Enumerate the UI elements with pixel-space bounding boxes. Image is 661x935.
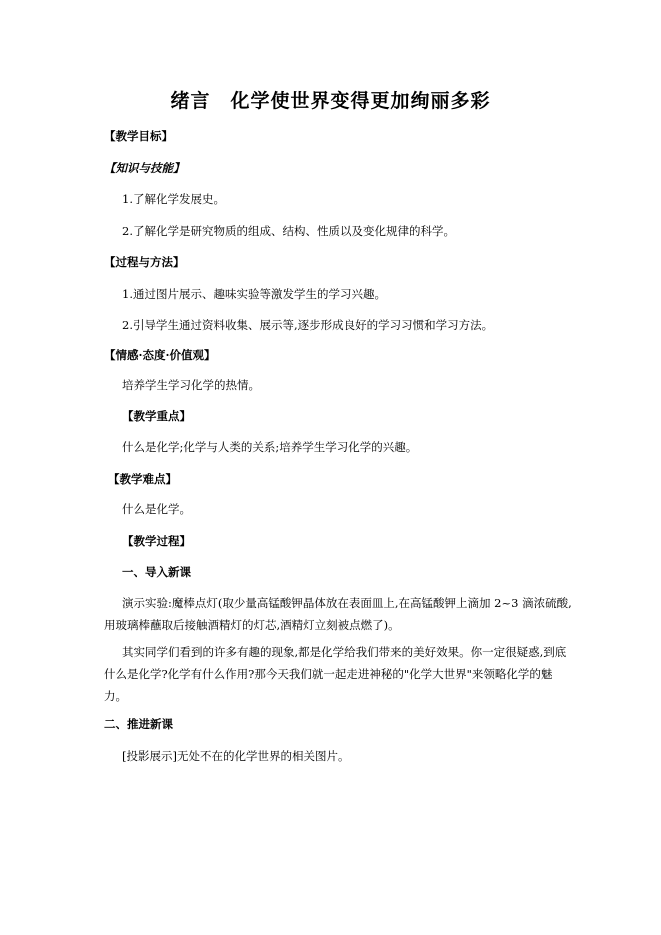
process-item-1: 1.通过图片展示、趣味实验等激发学生的学习兴趣。 — [122, 287, 386, 301]
emotion-text: 培养学生学习化学的热情。 — [122, 378, 260, 392]
section-1-heading: 一、导入新课 — [122, 565, 191, 579]
process-item-2: 2.引导学生通过资料收集、展示等,逐步形成良好的学习习惯和学习方法。 — [122, 318, 494, 332]
objectives-heading: 【教学目标】 — [104, 129, 173, 143]
section-2-heading: 二、推进新课 — [104, 717, 173, 731]
demo-paragraph: 演示实验:魔棒点灯(取少量高锰酸钾晶体放在表面皿上,在高锰酸钾上滴加 2~3 滴浓硫酸,用玻璃棒蘸取后接触酒精灯的灯芯,酒精灯立刻被点燃了)。 — [104, 596, 572, 632]
document-title: 绪言 化学使世界变得更加绚丽多彩 — [170, 90, 491, 112]
key-points-text: 什么是化学;化学与人类的关系;培养学生学习化学的兴趣。 — [122, 440, 418, 454]
emotion-heading: 【情感·态度·价值观】 — [104, 348, 216, 362]
knowledge-item-1: 1.了解化学发展史。 — [122, 192, 225, 206]
knowledge-heading: 【知识与技能】 — [104, 161, 185, 175]
knowledge-item-2: 2.了解化学是研究物质的组成、结构、性质以及变化规律的科学。 — [122, 224, 455, 238]
difficulty-heading: 【教学难点】 — [108, 472, 177, 486]
intro-paragraph: 其实同学们看到的许多有趣的现象,都是化学给我们带来的美好效果。你一定很疑惑,到底什么是化学?化学有什么作用?那今天我们就一起走进神秘的"化学大世界"来领略化学的魅力。 — [104, 645, 567, 703]
process-heading: 【过程与方法】 — [104, 255, 185, 269]
procedure-heading: 【教学过程】 — [122, 534, 191, 548]
difficulty-text: 什么是化学。 — [122, 502, 191, 516]
projection-text: [投影展示]无处不在的化学世界的相关图片。 — [122, 749, 350, 763]
key-points-heading: 【教学重点】 — [122, 409, 191, 423]
